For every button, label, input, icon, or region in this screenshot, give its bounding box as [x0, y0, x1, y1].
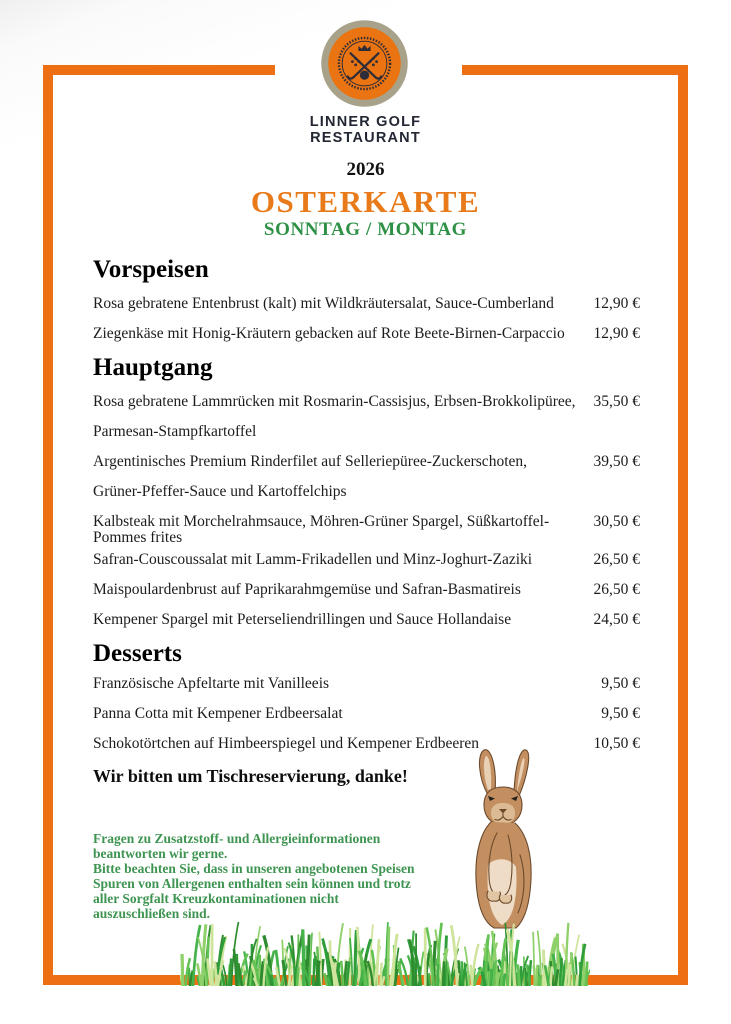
menu-year: 2026	[346, 159, 385, 180]
item-price: 39,50 €	[593, 453, 640, 470]
menu-item	[93, 550, 640, 570]
item-name: Maispoulardenbrust auf Paprikarahmgemüse und Safran-Basmatireis	[93, 581, 521, 598]
restaurant-name-line1: LINNER GOLF	[309, 114, 422, 130]
menu-item	[93, 452, 640, 472]
allergy-line: auszuschließen sind.	[93, 906, 211, 921]
menu-section-vorspeisen	[93, 256, 640, 344]
allergy-line: Bitte beachten Sie, dass in unseren angebotenen Speisen	[93, 861, 415, 876]
easter-bunny-illustration	[458, 745, 550, 933]
item-price: 26,50 €	[593, 551, 640, 568]
menu-item	[93, 580, 640, 600]
menu-item	[93, 324, 640, 344]
restaurant-name	[0, 115, 731, 146]
menu-item	[93, 392, 640, 412]
item-price: 9,50 €	[601, 675, 640, 692]
item-name: Grüner-Pfeffer-Sauce und Kartoffelchips	[93, 483, 347, 500]
grass-illustration	[180, 914, 590, 986]
item-name: Schokotörtchen auf Himbeerspiegel und Kempener Erdbeeren	[93, 735, 480, 752]
item-price: 10,50 €	[593, 735, 640, 752]
item-name: Ziegenkäse mit Honig-Kräutern gebacken auf Rote Beete-Birnen-Carpaccio	[93, 325, 565, 342]
item-price: 12,90 €	[593, 325, 640, 342]
menu-section-hauptgang	[93, 354, 640, 630]
item-price: 26,50 €	[593, 581, 640, 598]
allergy-info	[93, 831, 438, 921]
restaurant-name-line2: RESTAURANT	[310, 129, 421, 146]
menu-item	[93, 734, 640, 754]
border-top-right-segment	[462, 65, 688, 75]
item-name: Kempener Spargel mit Peterseliendrillingen und Sauce Hollandaise	[93, 611, 512, 628]
item-name: Rosa gebratene Lammrücken mit Rosmarin-Cassisjus, Erbsen-Brokkolipüree,	[93, 393, 576, 410]
allergy-line: Fragen zu Zusatzstoff- und Allergieinformationen	[93, 831, 381, 846]
menu-section-desserts	[93, 640, 640, 754]
item-name: Argentinisches Premium Rinderfilet auf Selleriepüree-Zuckerschoten,	[93, 453, 527, 470]
menu-item	[93, 704, 640, 724]
section-heading: Vorspeisen	[93, 256, 209, 283]
item-name: Parmesan-Stampfkartoffel	[93, 423, 257, 440]
section-heading: Hauptgang	[93, 354, 213, 381]
allergy-line: aller Sorgfalt Kreuzkontaminationen nicht	[93, 891, 339, 906]
golf-club-logo-icon	[318, 17, 411, 110]
menu-item-continuation	[93, 422, 640, 442]
item-price: 9,50 €	[601, 705, 640, 722]
menu-content	[93, 256, 640, 764]
item-name: Französische Apfeltarte mit Vanilleeis	[93, 675, 330, 692]
menu-item	[93, 294, 640, 314]
allergy-line: Spuren von Allergenen enthalten sein können und trotz	[93, 876, 411, 891]
allergy-line: beantworten wir gerne.	[93, 846, 228, 861]
item-name: Safran-Couscoussalat mit Lamm-Frikadellen und Minz-Joghurt-Zaziki	[93, 551, 533, 568]
section-heading: Desserts	[93, 640, 182, 667]
item-name: Rosa gebratene Entenbrust (kalt) mit Wildkräutersalat, Sauce-Cumberland	[93, 295, 554, 312]
item-name: Kalbsteak mit Morchelrahmsauce, Möhren-Grüner Spargel, Süßkartoffel-	[93, 513, 550, 530]
menu-subtitle: SONNTAG / MONTAG	[263, 219, 468, 240]
menu-title: OSTERKARTE	[250, 184, 481, 219]
menu-item	[93, 674, 640, 694]
reservation-note: Wir bitten um Tischreservierung, danke!	[93, 766, 408, 786]
item-price: 12,90 €	[593, 295, 640, 312]
item-name: Pommes frites	[93, 529, 183, 546]
menu-item	[93, 610, 640, 630]
item-price: 30,50 €	[593, 513, 640, 530]
menu-item-continuation	[93, 482, 640, 502]
item-price: 35,50 €	[593, 393, 640, 410]
item-name: Panna Cotta mit Kempener Erdbeersalat	[93, 705, 343, 722]
item-price: 24,50 €	[593, 611, 640, 628]
border-top-left-segment	[43, 65, 275, 75]
